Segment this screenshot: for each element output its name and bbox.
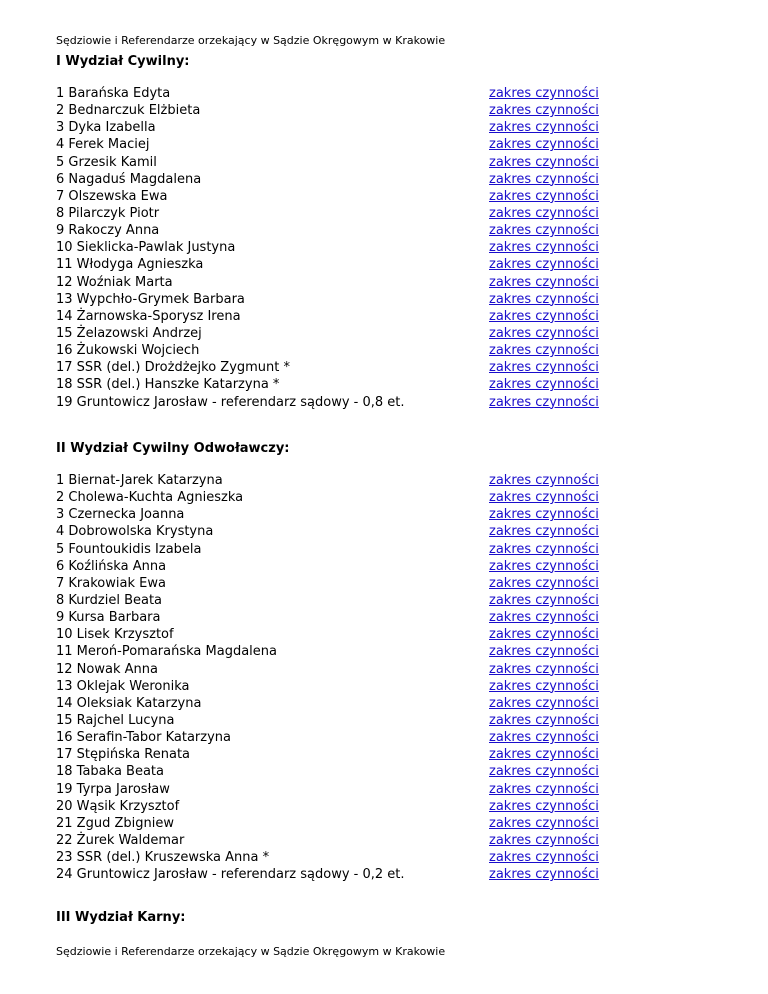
judge-name: 23 SSR (del.) Kruszewska Anna * — [56, 850, 270, 866]
judge-name: 18 Tabaka Beata — [56, 764, 164, 780]
judge-name: 13 Wypchło-Grymek Barbara — [56, 291, 245, 307]
list-item — [56, 575, 616, 592]
judge-list-wydzial-1 — [56, 85, 616, 411]
section-title-wydzial-1: I Wydział Cywilny: — [56, 54, 190, 69]
judge-name: 11 Meroń-Pomarańska Magdalena — [56, 644, 277, 660]
zakres-czynnosci-link[interactable]: zakres czynności — [489, 644, 599, 660]
zakres-czynnosci-link[interactable]: zakres czynności — [489, 394, 599, 410]
judge-name: 14 Oleksiak Katarzyna — [56, 695, 202, 711]
judge-name: 10 Sieklicka-Pawlak Justyna — [56, 240, 236, 256]
judge-name: 20 Wąsik Krzysztof — [56, 798, 180, 814]
list-item — [56, 763, 616, 780]
zakres-czynnosci-link[interactable]: zakres czynności — [489, 558, 599, 574]
list-item — [56, 102, 616, 119]
judge-name: 19 Tyrpa Jarosław — [56, 781, 170, 797]
page-header: Sędziowie i Referendarze orzekający w Sądzie Okręgowym w Krakowie — [56, 34, 446, 47]
zakres-czynnosci-link[interactable]: zakres czynności — [489, 592, 599, 608]
list-item — [56, 506, 616, 523]
list-item — [56, 222, 616, 239]
zakres-czynnosci-link[interactable]: zakres czynności — [489, 661, 599, 677]
list-item — [56, 171, 616, 188]
list-item — [56, 541, 616, 558]
zakres-czynnosci-link[interactable]: zakres czynności — [489, 86, 599, 101]
zakres-czynnosci-link[interactable]: zakres czynności — [489, 103, 599, 119]
zakres-czynnosci-link[interactable]: zakres czynności — [489, 730, 599, 746]
list-item — [56, 592, 616, 609]
zakres-czynnosci-link[interactable]: zakres czynności — [489, 747, 599, 763]
judge-name: 8 Kurdziel Beata — [56, 592, 163, 608]
section-title-wydzial-3: III Wydział Karny: — [56, 910, 186, 925]
section-title-wydzial-2: II Wydział Cywilny Odwoławczy: — [56, 441, 290, 456]
list-item — [56, 798, 616, 815]
zakres-czynnosci-link[interactable]: zakres czynności — [489, 240, 599, 256]
list-item — [56, 342, 616, 359]
judge-name: 14 Żarnowska-Sporysz Irena — [56, 308, 241, 324]
judge-name: 16 Żukowski Wojciech — [56, 343, 200, 359]
list-item — [56, 832, 616, 849]
judge-name: 3 Czernecka Joanna — [56, 507, 185, 523]
judge-name: 5 Grzesik Kamil — [56, 154, 157, 170]
zakres-czynnosci-link[interactable]: zakres czynności — [489, 798, 599, 814]
zakres-czynnosci-link[interactable]: zakres czynności — [489, 257, 599, 273]
judge-name: 17 Stępińska Renata — [56, 747, 191, 763]
list-item — [56, 626, 616, 643]
zakres-czynnosci-link[interactable]: zakres czynności — [489, 524, 599, 540]
judge-name: 9 Kursa Barbara — [56, 610, 161, 626]
zakres-czynnosci-link[interactable]: zakres czynności — [489, 308, 599, 324]
list-item — [56, 643, 616, 660]
list-item — [56, 85, 616, 102]
zakres-czynnosci-link[interactable]: zakres czynności — [489, 610, 599, 626]
judge-name: 1 Biernat-Jarek Katarzyna — [56, 473, 223, 488]
zakres-czynnosci-link[interactable]: zakres czynności — [489, 867, 599, 883]
judge-name: 3 Dyka Izabella — [56, 120, 156, 136]
zakres-czynnosci-link[interactable]: zakres czynności — [489, 325, 599, 341]
list-item — [56, 781, 616, 798]
list-item — [56, 712, 616, 729]
list-item — [56, 376, 616, 393]
list-item — [56, 136, 616, 153]
zakres-czynnosci-link[interactable]: zakres czynności — [489, 764, 599, 780]
judge-name: 6 Koźlińska Anna — [56, 558, 167, 574]
judge-name: 5 Fountoukidis Izabela — [56, 541, 202, 557]
list-item — [56, 849, 616, 866]
zakres-czynnosci-link[interactable]: zakres czynności — [489, 360, 599, 376]
list-item — [56, 119, 616, 136]
judge-name: 6 Nagaduś Magdalena — [56, 171, 202, 187]
list-item — [56, 729, 616, 746]
zakres-czynnosci-link[interactable]: zakres czynności — [489, 137, 599, 153]
zakres-czynnosci-link[interactable]: zakres czynności — [489, 832, 599, 848]
zakres-czynnosci-link[interactable]: zakres czynności — [489, 781, 599, 797]
judge-name: 11 Włodyga Agnieszka — [56, 257, 204, 273]
zakres-czynnosci-link[interactable]: zakres czynności — [489, 171, 599, 187]
list-item — [56, 678, 616, 695]
zakres-czynnosci-link[interactable]: zakres czynności — [489, 507, 599, 523]
zakres-czynnosci-link[interactable]: zakres czynności — [489, 541, 599, 557]
list-item — [56, 866, 616, 883]
list-item — [56, 472, 616, 489]
judge-name: 16 Serafin-Tabor Katarzyna — [56, 730, 231, 746]
zakres-czynnosci-link[interactable]: zakres czynności — [489, 205, 599, 221]
list-item — [56, 661, 616, 678]
zakres-czynnosci-link[interactable]: zakres czynności — [489, 154, 599, 170]
list-item — [56, 291, 616, 308]
zakres-czynnosci-link[interactable]: zakres czynności — [489, 490, 599, 506]
list-item — [56, 308, 616, 325]
list-item — [56, 815, 616, 832]
judge-name: 19 Gruntowicz Jarosław - referendarz sądowy - 0,8 et. — [56, 394, 405, 410]
judge-name: 10 Lisek Krzysztof — [56, 627, 174, 643]
list-item — [56, 609, 616, 626]
zakres-czynnosci-link[interactable]: zakres czynności — [489, 712, 599, 728]
zakres-czynnosci-link[interactable]: zakres czynności — [489, 120, 599, 136]
judge-name: 12 Woźniak Marta — [56, 274, 173, 290]
judge-name: 13 Oklejak Weronika — [56, 678, 190, 694]
judge-name: 7 Olszewska Ewa — [56, 188, 168, 204]
list-item — [56, 154, 616, 171]
list-item — [56, 558, 616, 575]
list-item — [56, 746, 616, 763]
zakres-czynnosci-link[interactable]: zakres czynności — [489, 575, 599, 591]
list-item — [56, 489, 616, 506]
zakres-czynnosci-link[interactable]: zakres czynności — [489, 815, 599, 831]
list-item — [56, 325, 616, 342]
list-item — [56, 188, 616, 205]
zakres-czynnosci-link[interactable]: zakres czynności — [489, 850, 599, 866]
zakres-czynnosci-link[interactable]: zakres czynności — [489, 274, 599, 290]
zakres-czynnosci-link[interactable]: zakres czynności — [489, 377, 599, 393]
zakres-czynnosci-link[interactable]: zakres czynności — [489, 291, 599, 307]
judge-list-wydzial-2 — [56, 472, 616, 883]
judge-name: 12 Nowak Anna — [56, 661, 158, 677]
judge-name: 15 Żelazowski Andrzej — [56, 325, 202, 341]
zakres-czynnosci-link[interactable]: zakres czynności — [489, 188, 599, 204]
list-item — [56, 256, 616, 273]
page-footer: Sędziowie i Referendarze orzekający w Sądzie Okręgowym w Krakowie — [56, 945, 446, 958]
zakres-czynnosci-link[interactable]: zakres czynności — [489, 695, 599, 711]
list-item — [56, 523, 616, 540]
zakres-czynnosci-link[interactable]: zakres czynności — [489, 678, 599, 694]
judge-name: 22 Żurek Waldemar — [56, 832, 185, 848]
zakres-czynnosci-link[interactable]: zakres czynności — [489, 223, 599, 239]
judge-name: 17 SSR (del.) Drożdżejko Zygmunt * — [56, 360, 291, 376]
judge-name: 8 Pilarczyk Piotr — [56, 205, 160, 221]
zakres-czynnosci-link[interactable]: zakres czynności — [489, 473, 599, 488]
list-item — [56, 359, 616, 376]
judge-name: 18 SSR (del.) Hanszke Katarzyna * — [56, 377, 280, 393]
judge-name: 21 Zgud Zbigniew — [56, 815, 174, 831]
judge-name: 24 Gruntowicz Jarosław - referendarz sądowy - 0,2 et. — [56, 867, 405, 883]
list-item — [56, 695, 616, 712]
judge-name: 7 Krakowiak Ewa — [56, 575, 166, 591]
list-item — [56, 274, 616, 291]
judge-name: 2 Cholewa-Kuchta Agnieszka — [56, 490, 244, 506]
judge-name: 4 Ferek Maciej — [56, 137, 150, 153]
judge-name: 15 Rajchel Lucyna — [56, 712, 175, 728]
zakres-czynnosci-link[interactable]: zakres czynności — [489, 627, 599, 643]
list-item — [56, 239, 616, 256]
list-item — [56, 205, 616, 222]
judge-name: 9 Rakoczy Anna — [56, 223, 160, 239]
judge-name: 1 Barańska Edyta — [56, 86, 171, 101]
list-item — [56, 394, 616, 411]
judge-name: 4 Dobrowolska Krystyna — [56, 524, 214, 540]
judge-name: 2 Bednarczuk Elżbieta — [56, 103, 201, 119]
zakres-czynnosci-link[interactable]: zakres czynności — [489, 343, 599, 359]
